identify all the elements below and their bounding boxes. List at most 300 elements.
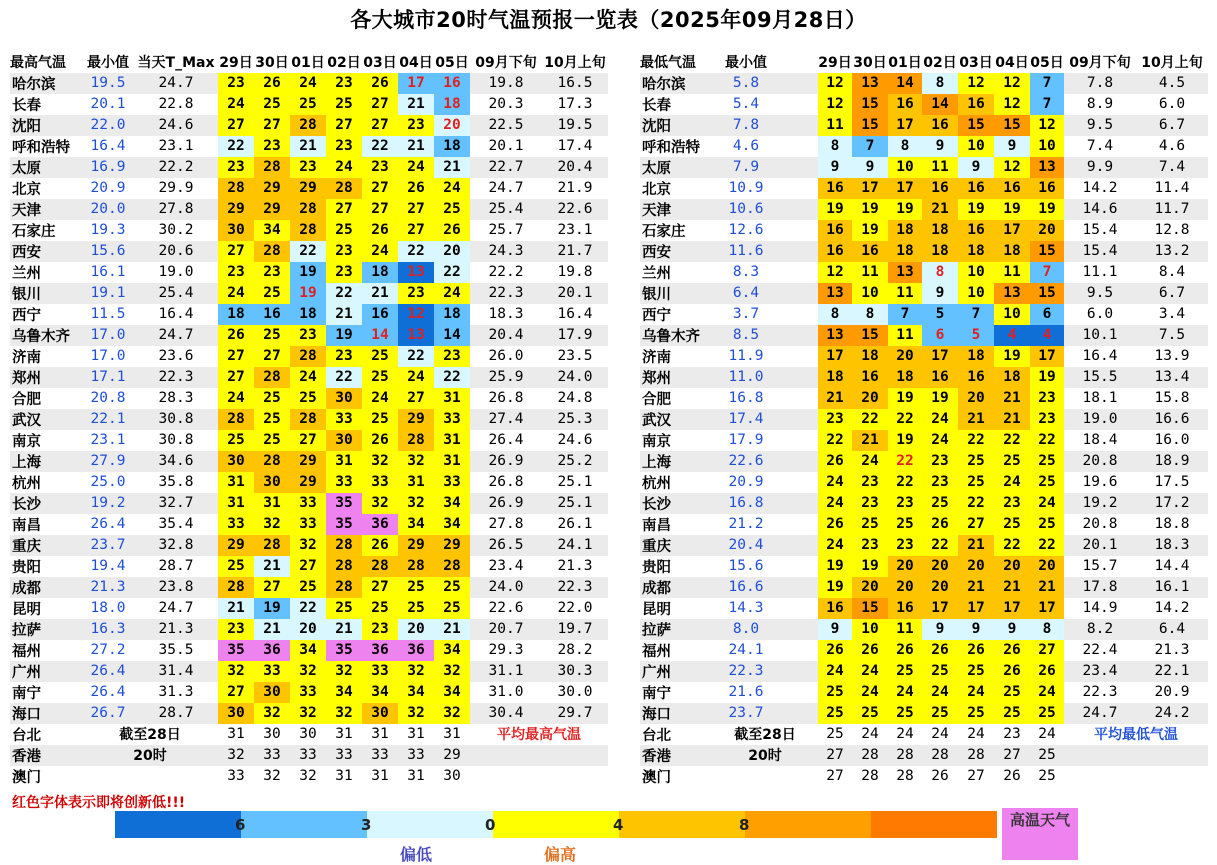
forecast-cell: 23 [398, 115, 434, 136]
column-header: 01日 [888, 52, 922, 73]
forecast-cell: 11 [818, 115, 852, 136]
table-cell: 28.7 [134, 703, 218, 724]
forecast-cell: 25 [290, 94, 326, 115]
forecast-cell: 31 [407, 726, 425, 743]
forecast-cell: 33 [326, 409, 362, 430]
table-cell [780, 388, 818, 409]
forecast-cell: 27 [218, 367, 254, 388]
table-cell: 28.2 [557, 642, 593, 659]
table-cell: 14.2 [1154, 600, 1190, 617]
forecast-cell: 26 [922, 514, 958, 535]
forecast-cell: 17 [818, 346, 852, 367]
table-cell: 14.6 [1064, 199, 1136, 220]
table-row [640, 346, 1208, 367]
forecast-cell: 25 [922, 493, 958, 514]
forecast-cell: 8 [818, 304, 852, 325]
average-label [470, 745, 608, 766]
forecast-cell: 33 [362, 745, 398, 766]
table-cell: 25.0 [90, 474, 126, 491]
table-cell [780, 619, 818, 640]
forecast-cell: 16 [922, 178, 958, 199]
table-cell: 17.3 [557, 96, 593, 113]
forecast-cell: 27 [398, 388, 434, 409]
forecast-cell: 9 [818, 619, 852, 640]
forecast-cell: 20 [888, 556, 922, 577]
forecast-cell: 16 [958, 178, 994, 199]
forecast-cell: 25 [254, 388, 290, 409]
table-cell: 11.9 [728, 348, 764, 365]
forecast-cell: 25 [958, 451, 994, 472]
table-cell: 15.7 [1082, 558, 1118, 575]
forecast-cell: 22 [994, 535, 1030, 556]
forecast-cell: 19 [852, 199, 888, 220]
forecast-cell: 33 [434, 409, 470, 430]
table-cell: 31.3 [158, 684, 194, 701]
city-name: 郑州 [640, 367, 712, 388]
forecast-cell: 26 [254, 73, 290, 94]
forecast-cell: 17 [958, 598, 994, 619]
forecast-cell: 22 [888, 472, 922, 493]
forecast-cell: 25 [852, 703, 888, 724]
forecast-cell: 25 [1030, 703, 1064, 724]
city-name: 呼和浩特 [12, 139, 70, 156]
table-cell: 26.4 [90, 516, 126, 533]
forecast-cell: 19 [818, 199, 852, 220]
table-cell: 22.4 [1082, 642, 1118, 659]
table-cell: 11.4 [1154, 180, 1190, 197]
forecast-cell: 32 [263, 768, 281, 785]
table-cell: 22.2 [134, 157, 218, 178]
forecast-cell: 23 [922, 451, 958, 472]
city-name: 南宁 [12, 685, 41, 702]
forecast-cell: 31 [398, 472, 434, 493]
note-cell [712, 766, 818, 787]
table-cell: 16.4 [1082, 348, 1118, 365]
table-cell [780, 136, 818, 157]
forecast-cell: 23 [1030, 388, 1064, 409]
forecast-cell: 29 [434, 535, 470, 556]
table-row [640, 304, 1208, 325]
average-label [1064, 745, 1208, 766]
table-cell: 4.5 [1136, 73, 1208, 94]
forecast-cell: 29 [398, 535, 434, 556]
forecast-cell: 25 [362, 367, 398, 388]
forecast-cell: 24 [362, 388, 398, 409]
forecast-cell: 25 [1038, 768, 1056, 785]
table-row-extra [640, 724, 1208, 745]
table-cell [780, 493, 818, 514]
table-cell: 27.9 [82, 451, 134, 472]
forecast-cell: 15 [852, 94, 888, 115]
table-cell: 16.5 [542, 73, 608, 94]
table-row [640, 325, 1208, 346]
table-cell: 24.7 [488, 180, 524, 197]
city-name: 贵阳 [12, 559, 41, 576]
table-row [640, 220, 1208, 241]
table-cell: 24.7 [134, 73, 218, 94]
table-row [640, 703, 1208, 724]
table-cell: 11.5 [90, 306, 126, 323]
table-row [10, 472, 608, 493]
table-cell [780, 514, 818, 535]
forecast-cell: 25 [994, 514, 1030, 535]
legend-swatch-low [241, 811, 367, 838]
forecast-cell: 14 [922, 94, 958, 115]
forecast-cell: 30 [254, 682, 290, 703]
table-cell: 26.9 [470, 493, 542, 514]
table-cell: 22.3 [470, 283, 542, 304]
average-label [470, 766, 608, 787]
forecast-cell: 5 [958, 325, 994, 346]
forecast-cell: 18 [958, 241, 994, 262]
forecast-cell: 31 [218, 493, 254, 514]
table-cell [780, 682, 818, 703]
forecast-cell: 12 [818, 94, 852, 115]
forecast-cell: 36 [362, 640, 398, 661]
forecast-cell: 23 [362, 157, 398, 178]
forecast-cell: 21 [922, 199, 958, 220]
forecast-cell: 32 [434, 703, 470, 724]
forecast-cell: 25 [818, 703, 852, 724]
forecast-cell: 20 [888, 577, 922, 598]
table-cell: 7.8 [1064, 73, 1136, 94]
forecast-cell: 12 [994, 73, 1030, 94]
forecast-cell: 28 [958, 745, 994, 766]
forecast-cell: 24 [218, 388, 254, 409]
forecast-cell: 24 [852, 661, 888, 682]
table-cell [780, 325, 818, 346]
forecast-cell: 33 [290, 514, 326, 535]
forecast-cell: 23 [888, 493, 922, 514]
city-name: 天津 [640, 199, 712, 220]
city-name: 长春 [12, 97, 41, 114]
forecast-cell: 28 [922, 745, 958, 766]
city-name: 杭州 [12, 475, 41, 492]
table-header-row [10, 52, 608, 73]
city-name: 上海 [640, 451, 712, 472]
forecast-cell: 25 [218, 556, 254, 577]
forecast-cell: 25 [1030, 451, 1064, 472]
forecast-cell: 12 [994, 157, 1030, 178]
forecast-cell: 28 [290, 115, 326, 136]
forecast-cell: 27 [218, 115, 254, 136]
forecast-cell: 16 [434, 73, 470, 94]
table-cell: 16.6 [712, 577, 780, 598]
forecast-cell: 22 [434, 262, 470, 283]
table-row [10, 73, 608, 94]
city-name: 哈尔滨 [10, 73, 82, 94]
forecast-cell: 32 [362, 493, 398, 514]
forecast-cell: 8 [922, 73, 958, 94]
city-name: 西宁 [642, 307, 671, 324]
table-cell: 18.0 [90, 600, 126, 617]
table-cell: 16.9 [82, 157, 134, 178]
forecast-cell: 25 [994, 703, 1030, 724]
table-row-extra [10, 745, 608, 766]
city-name: 郑州 [10, 367, 82, 388]
forecast-cell: 9 [818, 157, 852, 178]
forecast-cell: 18 [888, 367, 922, 388]
forecast-cell: 33 [290, 493, 326, 514]
forecast-cell: 19 [1030, 367, 1064, 388]
table-cell: 8.9 [1086, 96, 1114, 113]
forecast-cell: 22 [1030, 430, 1064, 451]
forecast-cell: 7 [888, 304, 922, 325]
table-cell: 17.9 [728, 432, 764, 449]
table-cell: 27.4 [470, 409, 542, 430]
forecast-cell: 13 [1030, 157, 1064, 178]
column-header: 05日 [1030, 52, 1064, 73]
forecast-cell: 13 [818, 283, 852, 304]
forecast-cell: 25 [1030, 514, 1064, 535]
forecast-cell: 14 [362, 325, 398, 346]
forecast-cell: 21 [994, 388, 1030, 409]
table-cell: 21.2 [728, 516, 764, 533]
forecast-cell: 24 [290, 367, 326, 388]
table-cell: 17.0 [82, 325, 134, 346]
table-cell: 29.9 [158, 180, 194, 197]
table-cell: 23.1 [557, 222, 593, 239]
forecast-cell: 25 [362, 409, 398, 430]
forecast-cell: 28 [254, 451, 290, 472]
city-name: 重庆 [10, 535, 82, 556]
table-row [640, 241, 1208, 262]
forecast-cell: 17 [994, 220, 1030, 241]
table-cell: 20.1 [90, 96, 126, 113]
forecast-cell: 18 [994, 241, 1030, 262]
forecast-cell: 23 [1030, 409, 1064, 430]
forecast-cell: 32 [362, 451, 398, 472]
forecast-cell: 9 [958, 157, 994, 178]
red-font-footnote: 红色字体表示即将创新低!!! [12, 795, 186, 811]
city-name: 拉萨 [10, 619, 82, 640]
forecast-cell: 24 [326, 157, 362, 178]
city-name: 海口 [10, 703, 82, 724]
table-row [10, 577, 608, 598]
table-cell: 6.4 [1136, 619, 1208, 640]
forecast-cell: 6 [1030, 304, 1064, 325]
forecast-cell: 21 [362, 283, 398, 304]
forecast-cell: 27 [1030, 640, 1064, 661]
city-name: 西安 [10, 241, 82, 262]
table-cell: 24.7 [1064, 703, 1136, 724]
table-cell: 23.1 [158, 138, 194, 155]
column-header: 05日 [434, 52, 470, 73]
table-row [640, 451, 1208, 472]
forecast-cell: 34 [398, 682, 434, 703]
forecast-cell: 7 [958, 304, 994, 325]
forecast-cell: 12 [1030, 115, 1064, 136]
table-cell: 20.4 [712, 535, 780, 556]
forecast-cell: 31 [335, 768, 353, 785]
forecast-cell: 8 [852, 304, 888, 325]
forecast-cell: 20 [922, 556, 958, 577]
table-cell: 25.1 [557, 474, 593, 491]
forecast-cell: 28 [362, 556, 398, 577]
column-header: 04日 [994, 52, 1030, 73]
forecast-cell: 27 [326, 115, 362, 136]
forecast-cell: 10 [958, 262, 994, 283]
table-cell: 19.0 [1064, 409, 1136, 430]
city-name: 重庆 [640, 535, 712, 556]
table-cell: 20.9 [90, 180, 126, 197]
forecast-cell: 32 [254, 703, 290, 724]
forecast-cell: 26 [994, 640, 1030, 661]
table-cell: 35.5 [158, 642, 194, 659]
city-name: 天津 [10, 199, 82, 220]
forecast-cell: 24 [888, 682, 922, 703]
forecast-cell: 28 [888, 745, 922, 766]
forecast-cell: 23 [290, 325, 326, 346]
city-name: 台北 [12, 727, 41, 744]
table-row [10, 325, 608, 346]
forecast-cell: 21 [958, 409, 994, 430]
table-cell: 23.1 [90, 432, 126, 449]
forecast-cell: 24 [958, 682, 994, 703]
forecast-cell: 19 [852, 556, 888, 577]
city-name: 南京 [642, 433, 671, 450]
table-cell: 7.5 [1136, 325, 1208, 346]
forecast-cell: 19 [922, 388, 958, 409]
table-cell: 25.2 [542, 451, 608, 472]
table-cell: 23.8 [134, 577, 218, 598]
table-cell: 26.5 [470, 535, 542, 556]
forecast-cell: 16 [888, 94, 922, 115]
forecast-cell: 22 [398, 241, 434, 262]
column-header: 最小值 [712, 52, 780, 73]
forecast-cell: 34 [398, 514, 434, 535]
table-cell: 22.5 [470, 115, 542, 136]
table-cell: 22.0 [82, 115, 134, 136]
table-cell: 22.0 [557, 600, 593, 617]
table-cell: 8.4 [1158, 264, 1186, 281]
table-cell: 22.1 [1136, 661, 1208, 682]
table-row [10, 262, 608, 283]
column-header: 最小值 [82, 52, 134, 73]
table-cell: 23.4 [1064, 661, 1136, 682]
forecast-cell: 18 [994, 367, 1030, 388]
table-cell: 35.4 [158, 516, 194, 533]
forecast-cell: 32 [290, 661, 326, 682]
table-row [640, 661, 1208, 682]
forecast-cell: 31 [434, 388, 470, 409]
forecast-cell: 11 [888, 283, 922, 304]
forecast-cell: 23 [254, 262, 290, 283]
forecast-cell: 31 [218, 472, 254, 493]
forecast-cell: 32 [398, 661, 434, 682]
table-cell: 15.6 [728, 558, 764, 575]
forecast-cell: 31 [407, 768, 425, 785]
table-cell: 4.6 [1158, 138, 1186, 155]
table-cell: 24.7 [158, 600, 194, 617]
table-cell: 19.6 [1082, 474, 1118, 491]
column-header: 04日 [398, 52, 434, 73]
forecast-cell: 20 [1030, 220, 1064, 241]
legend-high-label: 偏高 [544, 845, 577, 864]
legend-extreme-heat: 高温天气 [1002, 808, 1078, 860]
legend-tick-0: 0 [485, 816, 496, 834]
table-cell: 30.0 [557, 684, 593, 701]
table-cell: 34.6 [134, 451, 218, 472]
color-legend-bar [115, 811, 997, 838]
forecast-cell: 23 [818, 409, 852, 430]
city-name: 昆明 [12, 601, 41, 618]
max-temperature-table [10, 52, 608, 787]
table-cell: 3.7 [732, 306, 760, 323]
table-cell [780, 661, 818, 682]
table-row [10, 304, 608, 325]
forecast-cell: 23 [888, 535, 922, 556]
forecast-cell: 22 [922, 535, 958, 556]
forecast-cell: 28 [861, 768, 879, 785]
forecast-cell: 19 [1030, 199, 1064, 220]
forecast-cell: 31 [254, 493, 290, 514]
table-cell: 3.4 [1158, 306, 1186, 323]
forecast-cell: 22 [1030, 535, 1064, 556]
forecast-cell: 4 [994, 325, 1030, 346]
forecast-cell: 22 [888, 409, 922, 430]
forecast-cell: 33 [290, 745, 326, 766]
table-row [10, 682, 608, 703]
legend-tick-4: 4 [613, 816, 624, 834]
table-cell: 11.7 [1136, 199, 1208, 220]
table-cell: 24.7 [134, 325, 218, 346]
forecast-cell: 30 [443, 768, 461, 785]
forecast-cell: 26 [398, 178, 434, 199]
forecast-cell: 27 [218, 682, 254, 703]
forecast-cell: 32 [290, 535, 326, 556]
forecast-cell: 21 [218, 598, 254, 619]
table-cell: 27.8 [134, 199, 218, 220]
forecast-cell: 28 [326, 577, 362, 598]
table-row [10, 535, 608, 556]
forecast-cell: 28 [434, 556, 470, 577]
forecast-cell: 22 [326, 367, 362, 388]
table-cell: 11.6 [712, 241, 780, 262]
table-cell: 31.1 [470, 661, 542, 682]
forecast-cell: 13 [852, 73, 888, 94]
forecast-cell: 27 [254, 346, 290, 367]
forecast-cell: 25 [398, 577, 434, 598]
forecast-cell: 24 [1030, 682, 1064, 703]
forecast-cell: 9 [922, 283, 958, 304]
forecast-cell: 20 [434, 115, 470, 136]
table-cell: 21.9 [557, 180, 593, 197]
table-cell: 25.3 [542, 409, 608, 430]
forecast-cell: 17 [1030, 598, 1064, 619]
forecast-cell: 27 [362, 94, 398, 115]
forecast-cell: 16 [818, 178, 852, 199]
table-cell: 22.6 [488, 600, 524, 617]
table-row [10, 493, 608, 514]
table-cell: 6.7 [1136, 283, 1208, 304]
table-cell: 32.8 [134, 535, 218, 556]
forecast-cell: 31 [227, 726, 245, 743]
forecast-cell: 25 [254, 430, 290, 451]
forecast-cell: 23 [326, 241, 362, 262]
forecast-cell: 13 [818, 325, 852, 346]
forecast-cell: 19 [852, 220, 888, 241]
table-cell: 18.9 [1136, 451, 1208, 472]
table-cell: 30.2 [158, 222, 194, 239]
forecast-cell: 24 [434, 178, 470, 199]
city-name: 银川 [10, 283, 82, 304]
forecast-cell: 25 [958, 703, 994, 724]
forecast-cell: 23 [218, 73, 254, 94]
table-cell: 13.9 [1154, 348, 1190, 365]
table-cell: 22.7 [470, 157, 542, 178]
city-name: 兰州 [12, 265, 41, 282]
